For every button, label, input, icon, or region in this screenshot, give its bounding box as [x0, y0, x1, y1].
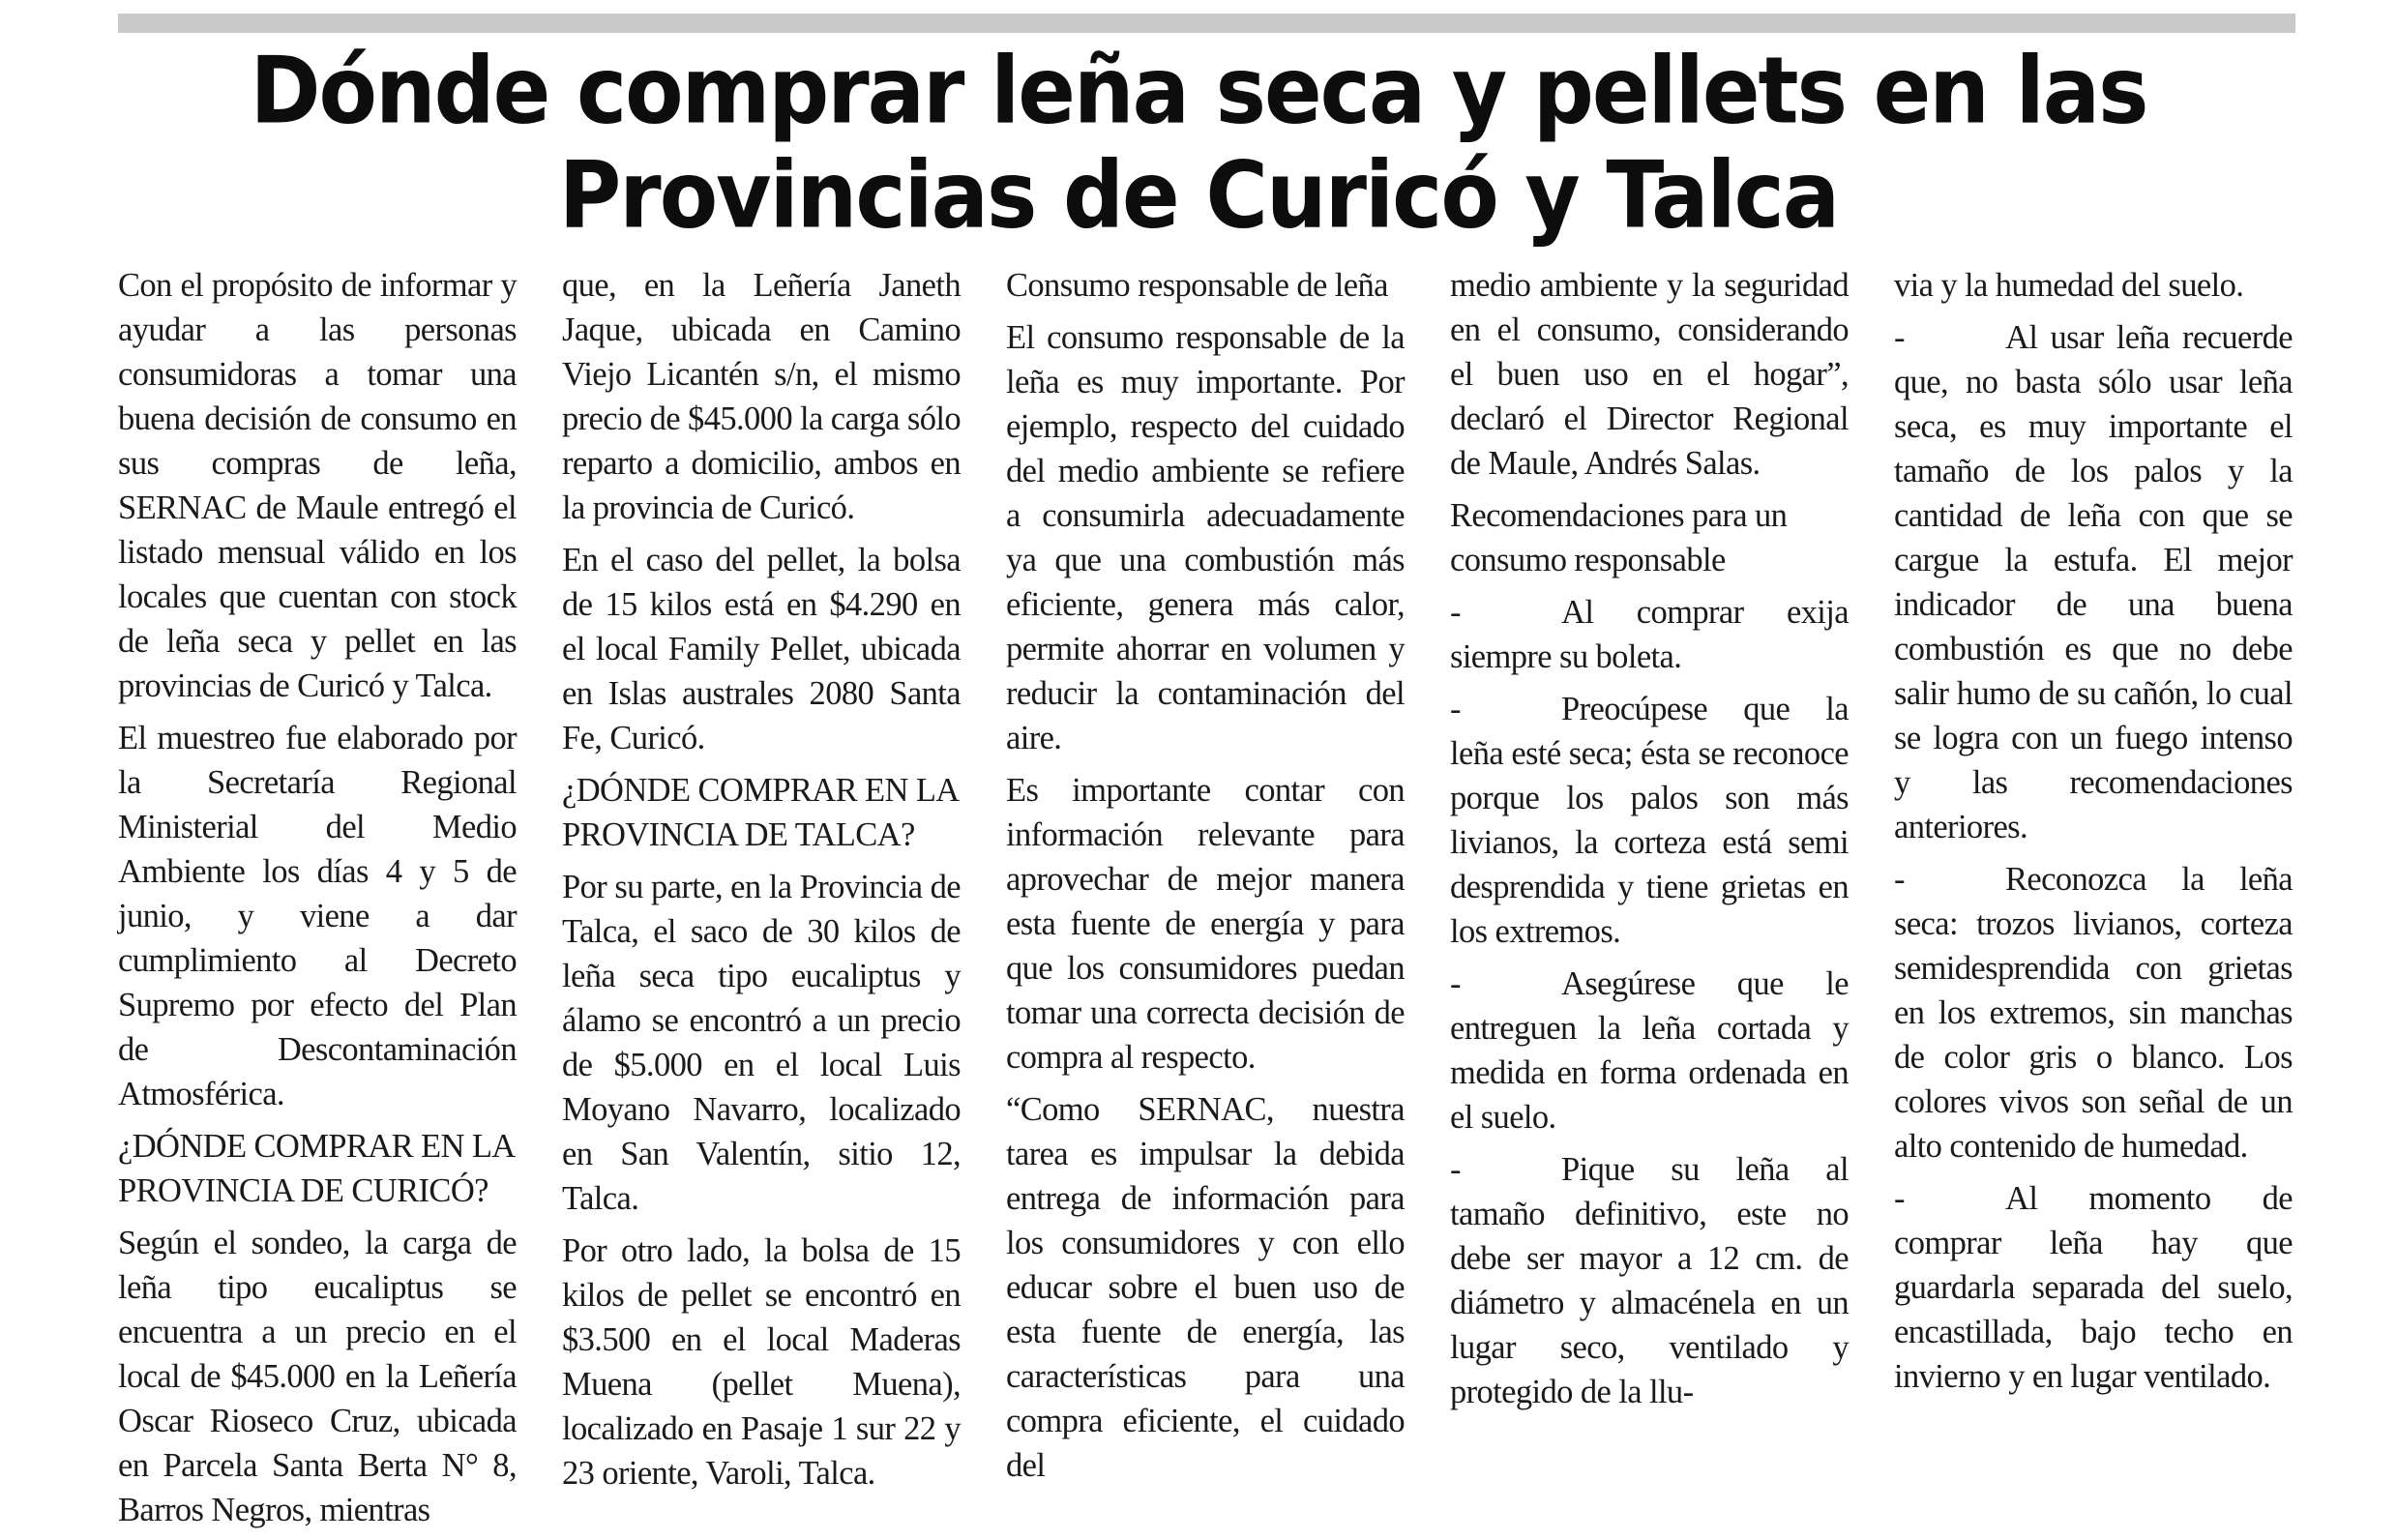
- recommendation-item: - Pique su leña al tamaño definitivo, este no debe ser mayor a 12 cm. de diámetro y almacénela en un lugar seco, ventilado y protegido de la llu-: [1450, 1147, 1849, 1414]
- body-paragraph: El muestreo fue elaborado por la Secretaría Regional Ministerial del Medio Ambiente los días 4 y 5 de junio, y viene a dar cumplimiento al Decreto Supremo por efecto del Plan de Descontaminación Atmosférica.: [118, 720, 517, 1112]
- recommendation-item: - Al momento de comprar leña hay que guardarla separada del suelo, encastillada, bajo techo en invierno y en lugar ventilado.: [1894, 1176, 2293, 1399]
- column-3: [1006, 263, 1405, 1540]
- section-heading: ¿DÓNDE COMPRAR EN LA PROVINCIA DE TALCA?: [562, 772, 958, 853]
- recommendation-item: - Asegúrese que le entreguen la leña cortada y medida en forma ordenada en el suelo.: [1450, 962, 1849, 1140]
- section-heading: Consumo responsable de leña: [1006, 267, 1388, 304]
- column-1: [118, 263, 517, 1540]
- body-paragraph: Es importante contar con información relevante para aprovechar de mejor manera esta fuente de energía y para que los consumidores puedan tomar una correcta decisión de compra al respecto.: [1006, 772, 1405, 1076]
- body-paragraph: Por su parte, en la Provincia de Talca, el saco de 30 kilos de leña seca tipo eucaliptus y álamo se encontró a un precio de $5.000 en el local Luis Moyano Navarro, localizado en San Valentín, sitio 12, Talca.: [562, 869, 961, 1217]
- column-2: [562, 263, 961, 1540]
- body-paragraph: medio ambiente y la seguridad en el consumo, considerando el buen uso en el hogar”, declaró el Director Regional de Maule, Andrés Salas.: [1450, 267, 1849, 482]
- body-paragraph: que, en la Leñería Janeth Jaque, ubicada en Camino Viejo Licantén s/n, el mismo precio de $45.000 la carga sólo reparto a domicilio, ambos en la provincia de Curicó.: [562, 267, 961, 526]
- body-paragraph: El consumo responsable de la leña es muy importante. Por ejemplo, respecto del cuidado del medio ambiente se refiere a consumirla adecuadamente ya que una combustión más eficiente, genera más calor, permite ahorrar en volumen y reducir la contaminación del aire.: [1006, 319, 1405, 756]
- body-paragraph: Con el propósito de informar y ayudar a las personas consumidoras a tomar una buena decisión de consumo en sus compras de leña, SERNAC de Maule entregó el listado mensual válido en los locales que cuentan con stock de leña seca y pellet en las provincias de Curicó y Talca.: [118, 267, 517, 704]
- recommendation-item: - Al comprar exija siempre su boleta.: [1450, 590, 1849, 679]
- body-paragraph: via y la humedad del suelo.: [1894, 267, 2244, 304]
- column-5: [1894, 263, 2293, 1540]
- recommendation-item: - Al usar leña recuerde que, no basta sólo usar leña seca, es muy importante el tamaño de los palos y la cantidad de leña con que se cargue la estufa. El mejor indicador de una buena combustión es que no debe salir humo de su cañón, lo cual se logra con un fuego intenso y las recomendaciones anteriores.: [1894, 315, 2293, 849]
- article-body: [118, 263, 2295, 1528]
- column-4: [1450, 263, 1849, 1540]
- body-paragraph: “Como SERNAC, nuestra tarea es impulsar la debida entrega de información para los consumidores y con ello educar sobre el buen uso de esta fuente de energía, las características para una compra eficiente, el cuidado del: [1006, 1091, 1405, 1484]
- headline-line-2: Provincias de Curicó y Talca: [558, 140, 1839, 250]
- headline: [0, 36, 2397, 250]
- body-paragraph: Según el sondeo, la carga de leña tipo eucaliptus se encuentra a un precio en el local de $45.000 en la Leñería Oscar Rioseco Cruz, ubicada en Parcela Santa Berta N° 8, Barros Negros, mientras: [118, 1225, 517, 1528]
- body-paragraph: En el caso del pellet, la bolsa de 15 kilos está en $4.290 en el local Family Pellet, ubicada en Islas australes 2080 Santa Fe, Curicó.: [562, 542, 961, 756]
- recommendation-item: - Reconozca la leña seca: trozos livianos, corteza semidesprendida con grietas en los extremos, sin manchas de color gris o blanco. Los colores vivos son señal de un alto contenido de humedad.: [1894, 857, 2293, 1169]
- headline-line-1: Dónde comprar leña seca y pellets en las: [250, 36, 2147, 145]
- body-paragraph: Por otro lado, la bolsa de 15 kilos de pellet se encontró en $3.500 en el local Maderas Muena (pellet Muena), localizado en Pasaje 1 sur 22 y 23 oriente, Varoli, Talca.: [562, 1232, 961, 1492]
- top-rule: [118, 14, 2295, 33]
- section-heading: Recomendaciones para un consumo responsable: [1450, 497, 1788, 578]
- recommendation-item: - Preocúpese que la leña esté seca; ésta se reconoce porque los palos son más livianos, la corteza está semi desprendida y tiene grietas en los extremos.: [1450, 687, 1849, 954]
- section-heading: ¿DÓNDE COMPRAR EN LA PROVINCIA DE CURICÓ?: [118, 1128, 514, 1209]
